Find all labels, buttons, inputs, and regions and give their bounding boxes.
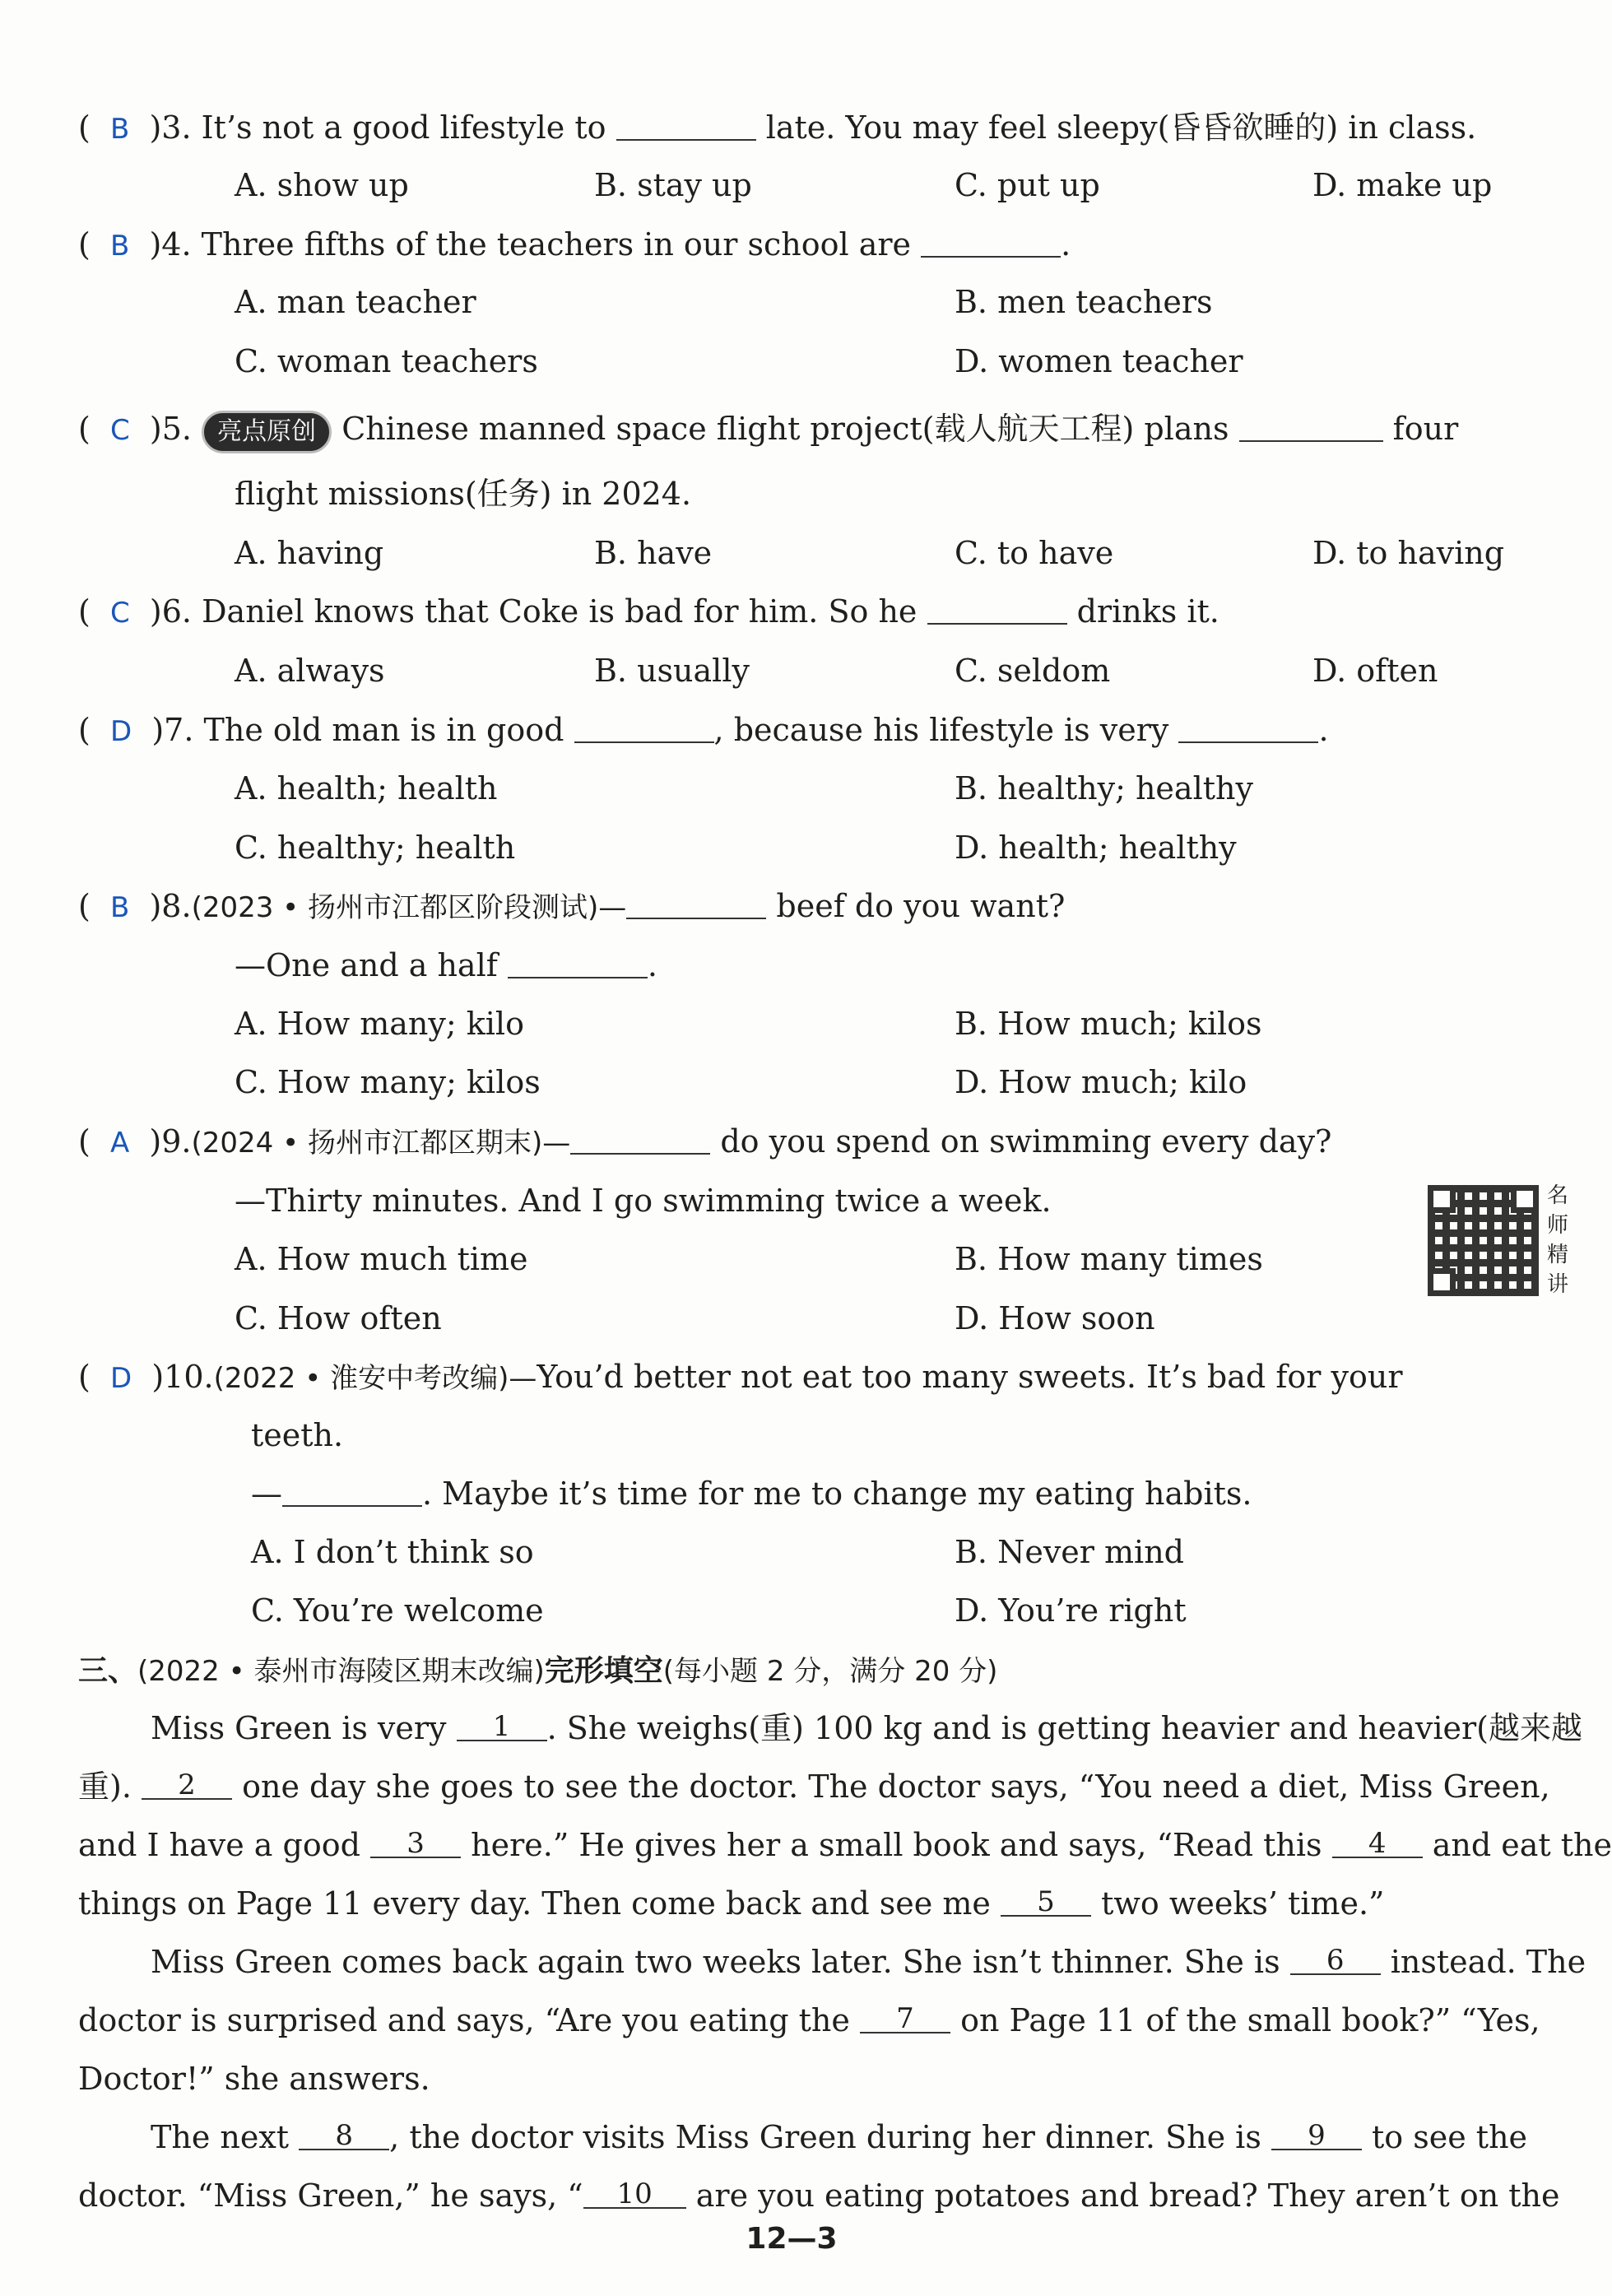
question-stem-end: do you spend on swimming every day?	[720, 1123, 1332, 1160]
question-number: )4.	[149, 226, 192, 263]
answer-mark: D	[109, 1362, 132, 1395]
question-6: ( C )6. Daniel knows that Coke is bad for him. So he drinks it.	[78, 587, 1219, 636]
question-10: ( D )10.(2022 • 淮安中考改编)—You’d better not eat too many sweets. It’s bad for your	[78, 1359, 1403, 1395]
question-stem: The old man is in good	[203, 712, 564, 748]
cloze-blank-1: 1	[457, 1703, 547, 1741]
answer-blank	[574, 705, 714, 743]
question-number: )10.	[151, 1359, 214, 1395]
passage-line: Miss Green is very 1 . She weighs(重) 100 kg and is getting heavier and heavier(越来越	[151, 1703, 1582, 1753]
passage-line: 重). 2 one day she goes to see the doctor. The doctor says, “You need a diet, Miss Green,	[78, 1762, 1550, 1811]
passage-line: and I have a good 3 here.” He gives her a small book and says, “Read this 4 and eat the	[78, 1820, 1612, 1870]
cloze-blank-10: 10	[583, 2171, 686, 2209]
cloze-blank-3: 3	[370, 1820, 461, 1858]
question-number: )6.	[149, 593, 192, 630]
option-c: C. You’re welcome	[251, 1592, 544, 1629]
cloze-blank-8: 8	[299, 2112, 389, 2150]
question-4: ( B )4. Three fifths of the teachers in our school are .	[78, 220, 1071, 269]
passage-line: Doctor!” she answers.	[78, 2061, 430, 2097]
option-a: A. How many; kilo	[235, 1006, 524, 1042]
option-b: B. have	[594, 535, 713, 571]
passage-line: doctor is surprised and says, “Are you eating the 7 on Page 11 of the small book?” “Yes,	[78, 1996, 1540, 2045]
answer-blank	[1239, 404, 1383, 442]
answer-mark: B	[109, 113, 130, 146]
cloze-blank-7: 7	[860, 1996, 950, 2033]
option-c: C. How often	[235, 1300, 442, 1336]
question-8: ( B )8.(2023 • 扬州市江都区阶段测试)— beef do you want?	[78, 881, 1065, 931]
answer-mark: A	[109, 1127, 130, 1160]
question-stem-line2: —Thirty minutes. And I go swimming twice a week.	[235, 1183, 1052, 1219]
passage-line: Miss Green comes back again two weeks later. She isn’t thinner. She is 6 instead. The	[151, 1937, 1586, 1987]
question-stem-end: drinks it.	[1076, 593, 1219, 630]
cloze-blank-4: 4	[1332, 1820, 1423, 1858]
answer-blank	[927, 587, 1067, 625]
option-d: D. How much; kilo	[955, 1064, 1247, 1100]
option-b: B. usually	[594, 653, 750, 689]
question-number: )9.	[149, 1123, 192, 1160]
question-number: )3.	[149, 109, 192, 146]
section-heading: 三、(2022 • 泰州市海陵区期末改编)完形填空(每小题 2 分，满分 20 分)	[78, 1654, 998, 1688]
cloze-blank-6: 6	[1290, 1937, 1381, 1975]
option-c: C. to have	[955, 535, 1114, 571]
answer-blank	[626, 881, 766, 919]
question-stem: Daniel knows that Coke is bad for him. So he	[202, 593, 917, 630]
passage-line: doctor. “Miss Green,” he says, “ 10 are you eating potatoes and bread? They aren’t on the	[78, 2171, 1560, 2220]
question-7: ( D )7. The old man is in good , because his lifestyle is very .	[78, 705, 1329, 755]
option-c: C. How many; kilos	[235, 1064, 541, 1100]
answer-blank	[282, 1469, 422, 1507]
question-3: ( B )3. It’s not a good lifestyle to late. You may feel sleepy(昏昏欲睡的) in class.	[78, 103, 1476, 152]
option-b: B. How many times	[955, 1241, 1263, 1277]
question-9: ( A )9.(2024 • 扬州市江都区期末)— do you spend on swimming every day?	[78, 1117, 1331, 1166]
question-stem-end: beef do you want?	[776, 888, 1066, 924]
qr-code-icon[interactable]	[1428, 1185, 1539, 1296]
question-source: (2024 • 扬州市江都区期末)—	[191, 1127, 571, 1160]
question-number: )7.	[151, 712, 194, 748]
option-b: B. Never mind	[955, 1534, 1185, 1570]
passage-line: The next 8 , the doctor visits Miss Green during her dinner. She is 9 to see the	[151, 2112, 1527, 2162]
option-c: C. seldom	[955, 653, 1111, 689]
answer-mark: D	[109, 715, 132, 748]
option-c: C. healthy; health	[235, 830, 516, 866]
cloze-blank-5: 5	[1001, 1879, 1091, 1917]
answer-blank	[570, 1117, 710, 1155]
option-c: C. woman teachers	[235, 343, 538, 379]
question-stem-mid: , because his lifestyle is very	[713, 712, 1169, 748]
question-stem: Three fifths of the teachers in our school are	[201, 226, 912, 263]
passage-line: things on Page 11 every day. Then come back and see me 5 two weeks’ time.”	[78, 1879, 1384, 1928]
question-stem: Chinese manned space flight project(载人航天工程) plans	[341, 411, 1229, 447]
question-number: )5.	[149, 411, 192, 447]
answer-blank	[1178, 705, 1318, 743]
answer-mark: B	[109, 230, 130, 263]
question-stem-line2: teeth.	[251, 1417, 344, 1453]
option-a: A. show up	[235, 167, 409, 203]
question-stem-line2: —One and a half .	[235, 941, 657, 990]
option-a: A. always	[235, 653, 385, 689]
cloze-blank-2: 2	[142, 1762, 232, 1800]
question-number: )8.	[149, 888, 192, 924]
question-5: ( C )5. 亮点原创 Chinese manned space flight project(载人航天工程) plans four	[78, 404, 1458, 453]
option-a: A. How much time	[235, 1241, 528, 1277]
original-badge: 亮点原创	[202, 411, 332, 453]
option-b: B. men teachers	[955, 284, 1213, 320]
option-c: C. put up	[955, 167, 1100, 203]
question-stem-line3: — . Maybe it’s time for me to change my eating habits.	[251, 1469, 1252, 1518]
option-a: A. man teacher	[235, 284, 476, 320]
answer-blank	[508, 941, 648, 978]
option-a: A. having	[235, 535, 384, 571]
option-b: B. stay up	[594, 167, 752, 203]
page-number: 12—3	[746, 2222, 838, 2256]
option-d: D. women teacher	[955, 343, 1243, 379]
section-title: 完形填空	[544, 1654, 663, 1688]
answer-mark: C	[109, 597, 130, 630]
question-stem: It’s not a good lifestyle to	[201, 109, 606, 146]
question-stem-end: late. You may feel sleepy(昏昏欲睡的) in class.	[765, 109, 1477, 146]
qr-label: 名师精讲	[1546, 1183, 1568, 1297]
option-d: D. to having	[1312, 535, 1505, 571]
option-a: A. health; health	[235, 770, 498, 806]
question-stem-line2: flight missions(任务) in 2024.	[235, 476, 692, 512]
option-d: D. How soon	[955, 1300, 1155, 1336]
option-d: D. You’re right	[955, 1592, 1187, 1629]
section-score: (每小题 2 分，满分 20 分)	[662, 1655, 998, 1688]
question-stem-end: You’d better not eat too many sweets. It’s bad for your	[537, 1359, 1403, 1395]
question-stem-end: .	[1318, 712, 1329, 748]
question-stem-end: .	[1061, 226, 1071, 263]
option-d: D. often	[1312, 653, 1438, 689]
section-source: (2022 • 泰州市海陵区期末改编)	[137, 1655, 545, 1688]
cloze-blank-9: 9	[1271, 2112, 1362, 2150]
question-source: (2022 • 淮安中考改编)—	[213, 1362, 537, 1395]
answer-mark: B	[109, 891, 130, 924]
option-d: D. make up	[1312, 167, 1493, 203]
answer-mark: C	[109, 414, 130, 447]
answer-blank	[921, 220, 1061, 258]
option-b: B. How much; kilos	[955, 1006, 1262, 1042]
option-d: D. health; healthy	[955, 830, 1237, 866]
question-stem-end: four	[1392, 411, 1459, 447]
answer-blank	[616, 103, 756, 141]
question-source: (2023 • 扬州市江都区阶段测试)—	[191, 891, 627, 924]
option-b: B. healthy; healthy	[955, 770, 1253, 806]
option-a: A. I don’t think so	[251, 1534, 534, 1570]
